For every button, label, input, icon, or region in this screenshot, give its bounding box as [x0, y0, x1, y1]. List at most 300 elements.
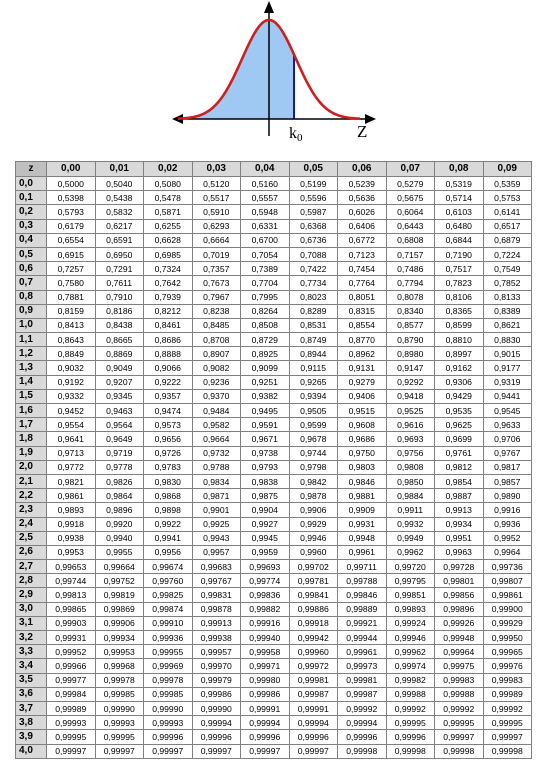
- table-cell: 0,5596: [289, 191, 338, 205]
- table-cell: 0,99774: [241, 574, 290, 588]
- table-row: [16, 545, 532, 559]
- table-cell: 0,9633: [483, 418, 532, 432]
- row-header-z: 3,2: [16, 631, 47, 645]
- table-cell: 0,5557: [241, 191, 290, 205]
- table-cell: 0,8289: [289, 304, 338, 318]
- table-cell: 0,99996: [338, 730, 387, 744]
- row-header-z: 0,9: [16, 304, 47, 318]
- row-header-z: 3,7: [16, 701, 47, 715]
- table-cell: 0,9251: [241, 375, 290, 389]
- table-cell: 0,7324: [144, 262, 193, 276]
- table-cell: 0,8790: [386, 333, 435, 347]
- table-cell: 0,7019: [192, 247, 241, 261]
- table-cell: 0,9495: [241, 404, 290, 418]
- row-header-z: 0,3: [16, 219, 47, 233]
- table-cell: 0,99936: [144, 631, 193, 645]
- table-cell: 0,5753: [483, 191, 532, 205]
- column-header: 0,08: [435, 162, 484, 177]
- table-cell: 0,5239: [338, 177, 387, 191]
- table-cell: 0,9936: [483, 517, 532, 531]
- table-cell: 0,9382: [241, 389, 290, 403]
- table-cell: 0,99964: [435, 645, 484, 659]
- table-cell: 0,6664: [192, 233, 241, 247]
- table-cell: 0,99986: [192, 687, 241, 701]
- table-cell: 0,99997: [192, 744, 241, 758]
- table-cell: 0,9162: [435, 361, 484, 375]
- table-cell: 0,99767: [192, 574, 241, 588]
- table-cell: 0,99846: [338, 588, 387, 602]
- table-cell: 0,99980: [241, 673, 290, 687]
- table-cell: 0,99851: [386, 588, 435, 602]
- table-cell: 0,99992: [386, 701, 435, 715]
- table-cell: 0,7517: [435, 262, 484, 276]
- row-header-z: 1,5: [16, 389, 47, 403]
- table-cell: 0,6141: [483, 205, 532, 219]
- table-cell: 0,6368: [289, 219, 338, 233]
- table-cell: 0,9738: [241, 446, 290, 460]
- table-cell: 0,99841: [289, 588, 338, 602]
- table-cell: 0,99987: [338, 687, 387, 701]
- table-cell: 0,8925: [241, 347, 290, 361]
- table-cell: 0,99995: [95, 730, 144, 744]
- table-cell: 0,8508: [241, 318, 290, 332]
- table-cell: 0,99836: [241, 588, 290, 602]
- table-cell: 0,7673: [192, 276, 241, 290]
- table-row: [16, 304, 532, 318]
- table-row: [16, 418, 532, 432]
- table-cell: 0,99996: [289, 730, 338, 744]
- table-cell: 0,9545: [483, 404, 532, 418]
- table-cell: 0,9857: [483, 474, 532, 488]
- table-cell: 0,99946: [386, 631, 435, 645]
- table-cell: 0,7910: [95, 290, 144, 304]
- table-cell: 0,9959: [241, 545, 290, 559]
- table-row: [16, 361, 532, 375]
- table-cell: 0,99950: [483, 631, 532, 645]
- table-cell: 0,9887: [435, 489, 484, 503]
- table-row: [16, 276, 532, 290]
- table-cell: 0,8980: [386, 347, 435, 361]
- table-cell: 0,9896: [95, 503, 144, 517]
- table-cell: 0,8186: [95, 304, 144, 318]
- table-row: [16, 645, 532, 659]
- table-cell: 0,99972: [289, 659, 338, 673]
- table-cell: 0,6331: [241, 219, 290, 233]
- table-cell: 0,99998: [338, 744, 387, 758]
- row-header-z: 3,6: [16, 687, 47, 701]
- table-cell: 0,9082: [192, 361, 241, 375]
- table-cell: 0,99896: [435, 602, 484, 616]
- table-cell: 0,8770: [338, 333, 387, 347]
- table-cell: 0,9265: [289, 375, 338, 389]
- table-cell: 0,99984: [47, 687, 96, 701]
- table-cell: 0,99983: [483, 673, 532, 687]
- row-header-z: 2,9: [16, 588, 47, 602]
- table-cell: 0,9756: [386, 446, 435, 460]
- table-cell: 0,99994: [192, 716, 241, 730]
- table-cell: 0,9582: [192, 418, 241, 432]
- cdf-table: [15, 161, 532, 759]
- table-cell: 0,7734: [289, 276, 338, 290]
- table-row: [16, 489, 532, 503]
- row-header-z: 2,5: [16, 531, 47, 545]
- table-cell: 0,8133: [483, 290, 532, 304]
- table-cell: 0,9938: [47, 531, 96, 545]
- table-cell: 0,5319: [435, 177, 484, 191]
- table-cell: 0,7389: [241, 262, 290, 276]
- table-cell: 0,99813: [47, 588, 96, 602]
- table-cell: 0,9964: [483, 545, 532, 559]
- table-cell: 0,9911: [386, 503, 435, 517]
- row-header-z: 2,4: [16, 517, 47, 531]
- table-cell: 0,99960: [289, 645, 338, 659]
- table-cell: 0,9441: [483, 389, 532, 403]
- table-cell: 0,99988: [435, 687, 484, 701]
- table-cell: 0,9306: [435, 375, 484, 389]
- table-cell: 0,99986: [241, 687, 290, 701]
- table-cell: 0,7190: [435, 247, 484, 261]
- table-cell: 0,7486: [386, 262, 435, 276]
- table-cell: 0,99983: [435, 673, 484, 687]
- table-cell: 0,99998: [386, 744, 435, 758]
- table-cell: 0,9922: [144, 517, 193, 531]
- table-row: [16, 517, 532, 531]
- table-cell: 0,8888: [144, 347, 193, 361]
- table-cell: 0,99987: [289, 687, 338, 701]
- table-cell: 0,99831: [192, 588, 241, 602]
- table-row: [16, 460, 532, 474]
- table-cell: 0,5279: [386, 177, 435, 191]
- table-cell: 0,9608: [338, 418, 387, 432]
- table-cell: 0,5675: [386, 191, 435, 205]
- table-cell: 0,99970: [192, 659, 241, 673]
- table-cell: 0,5040: [95, 177, 144, 191]
- table-cell: 0,9726: [144, 446, 193, 460]
- row-header-z: 0,8: [16, 290, 47, 304]
- table-cell: 0,9850: [386, 474, 435, 488]
- table-cell: 0,6736: [289, 233, 338, 247]
- table-cell: 0,9918: [47, 517, 96, 531]
- table-cell: 0,99990: [144, 701, 193, 715]
- table-cell: 0,99825: [144, 588, 193, 602]
- table-cell: 0,8997: [435, 347, 484, 361]
- table-cell: 0,7852: [483, 276, 532, 290]
- row-header-z: 3,0: [16, 602, 47, 616]
- table-cell: 0,9406: [338, 389, 387, 403]
- table-cell: 0,9955: [95, 545, 144, 559]
- row-header-z: 1,9: [16, 446, 47, 460]
- table-cell: 0,9838: [241, 474, 290, 488]
- table-cell: 0,9925: [192, 517, 241, 531]
- table-cell: 0,5793: [47, 205, 96, 219]
- table-cell: 0,8729: [241, 333, 290, 347]
- table-cell: 0,9222: [144, 375, 193, 389]
- table-cell: 0,8340: [386, 304, 435, 318]
- table-row: [16, 290, 532, 304]
- table-cell: 0,9564: [95, 418, 144, 432]
- table-cell: 0,99997: [47, 744, 96, 758]
- table-cell: 0,99931: [47, 631, 96, 645]
- table-cell: 0,99995: [483, 716, 532, 730]
- table-cell: 0,99989: [47, 701, 96, 715]
- table-row: [16, 730, 532, 744]
- table-cell: 0,9783: [144, 460, 193, 474]
- table-cell: 0,9931: [338, 517, 387, 531]
- table-cell: 0,9591: [241, 418, 290, 432]
- table-cell: 0,99991: [241, 701, 290, 715]
- table-cell: 0,99819: [95, 588, 144, 602]
- table-cell: 0,99918: [289, 616, 338, 630]
- table-cell: 0,99882: [241, 602, 290, 616]
- row-header-z: 2,8: [16, 574, 47, 588]
- table-cell: 0,9817: [483, 460, 532, 474]
- table-cell: 0,8315: [338, 304, 387, 318]
- normal-distribution-table: [15, 161, 532, 756]
- table-cell: 0,9505: [289, 404, 338, 418]
- table-row: [16, 701, 532, 715]
- table-cell: 0,6406: [338, 219, 387, 233]
- table-row: [16, 191, 532, 205]
- table-cell: 0,99752: [95, 574, 144, 588]
- table-cell: 0,8485: [192, 318, 241, 332]
- table-row: [16, 375, 532, 389]
- table-cell: 0,9429: [435, 389, 484, 403]
- table-cell: 0,9778: [95, 460, 144, 474]
- table-row: [16, 716, 532, 730]
- table-cell: 0,7422: [289, 262, 338, 276]
- row-header-z: 1,7: [16, 418, 47, 432]
- table-cell: 0,99683: [192, 560, 241, 574]
- table-cell: 0,9525: [386, 404, 435, 418]
- table-row: [16, 659, 532, 673]
- table-cell: 0,7157: [386, 247, 435, 261]
- table-row: [16, 432, 532, 446]
- k0-label: k0: [289, 125, 303, 144]
- table-cell: 0,99971: [241, 659, 290, 673]
- table-cell: 0,99978: [95, 673, 144, 687]
- table-cell: 0,9963: [435, 545, 484, 559]
- table-cell: 0,8830: [483, 333, 532, 347]
- row-header-z: 3,5: [16, 673, 47, 687]
- table-cell: 0,8621: [483, 318, 532, 332]
- table-cell: 0,7454: [338, 262, 387, 276]
- row-header-z: 1,3: [16, 361, 47, 375]
- table-cell: 0,9474: [144, 404, 193, 418]
- table-row: [16, 474, 532, 488]
- table-cell: 0,99893: [386, 602, 435, 616]
- table-cell: 0,9192: [47, 375, 96, 389]
- table-cell: 0,7823: [435, 276, 484, 290]
- table-cell: 0,9207: [95, 375, 144, 389]
- table-cell: 0,8849: [47, 347, 96, 361]
- table-row: [16, 347, 532, 361]
- table-cell: 0,9515: [338, 404, 387, 418]
- table-cell: 0,5714: [435, 191, 484, 205]
- table-cell: 0,5120: [192, 177, 241, 191]
- table-cell: 0,6443: [386, 219, 435, 233]
- table-cell: 0,9943: [192, 531, 241, 545]
- table-cell: 0,9962: [386, 545, 435, 559]
- table-cell: 0,9713: [47, 446, 96, 460]
- table-cell: 0,99995: [47, 730, 96, 744]
- column-header: 0,01: [95, 162, 144, 177]
- table-cell: 0,9940: [95, 531, 144, 545]
- table-cell: 0,99994: [289, 716, 338, 730]
- table-cell: 0,9788: [192, 460, 241, 474]
- table-cell: 0,9898: [144, 503, 193, 517]
- table-cell: 0,6217: [95, 219, 144, 233]
- table-cell: 0,5987: [289, 205, 338, 219]
- column-header: 0,09: [483, 162, 532, 177]
- table-cell: 0,8643: [47, 333, 96, 347]
- table-cell: 0,8461: [144, 318, 193, 332]
- column-header: 0,02: [144, 162, 193, 177]
- table-cell: 0,6772: [338, 233, 387, 247]
- table-cell: 0,6064: [386, 205, 435, 219]
- table-cell: 0,9599: [289, 418, 338, 432]
- table-cell: 0,9861: [47, 489, 96, 503]
- table-cell: 0,7054: [241, 247, 290, 261]
- table-cell: 0,9941: [144, 531, 193, 545]
- table-cell: 0,99992: [338, 701, 387, 715]
- table-cell: 0,99985: [95, 687, 144, 701]
- table-cell: 0,9049: [95, 361, 144, 375]
- table-cell: 0,99997: [144, 744, 193, 758]
- table-cell: 0,99994: [338, 716, 387, 730]
- table-cell: 0,8907: [192, 347, 241, 361]
- table-cell: 0,99975: [435, 659, 484, 673]
- table-cell: 0,9884: [386, 489, 435, 503]
- z-axis-label: Z: [357, 122, 368, 141]
- table-cell: 0,99906: [95, 616, 144, 630]
- table-cell: 0,99957: [192, 645, 241, 659]
- table-cell: 0,9830: [144, 474, 193, 488]
- table-cell: 0,99969: [144, 659, 193, 673]
- table-cell: 0,99878: [192, 602, 241, 616]
- table-cell: 0,8212: [144, 304, 193, 318]
- table-cell: 0,99995: [386, 716, 435, 730]
- table-cell: 0,99996: [386, 730, 435, 744]
- row-header-z: 0,6: [16, 262, 47, 276]
- table-cell: 0,5398: [47, 191, 96, 205]
- table-cell: 0,8531: [289, 318, 338, 332]
- table-cell: 0,99664: [95, 560, 144, 574]
- table-cell: 0,9961: [338, 545, 387, 559]
- table-cell: 0,6844: [435, 233, 484, 247]
- table-cell: 0,99874: [144, 602, 193, 616]
- table-cell: 0,9625: [435, 418, 484, 432]
- table-cell: 0,9177: [483, 361, 532, 375]
- table-cell: 0,99978: [144, 673, 193, 687]
- table-cell: 0,5832: [95, 205, 144, 219]
- row-header-z: 2,3: [16, 503, 47, 517]
- table-cell: 0,99961: [338, 645, 387, 659]
- table-cell: 0,6554: [47, 233, 96, 247]
- table-cell: 0,9772: [47, 460, 96, 474]
- table-row: [16, 404, 532, 418]
- table-cell: 0,6985: [144, 247, 193, 261]
- table-cell: 0,99929: [483, 616, 532, 630]
- table-cell: 0,99728: [435, 560, 484, 574]
- table-cell: 0,99974: [386, 659, 435, 673]
- table-cell: 0,9664: [192, 432, 241, 446]
- table-cell: 0,99889: [338, 602, 387, 616]
- column-header: 0,04: [241, 162, 290, 177]
- table-cell: 0,99993: [95, 716, 144, 730]
- table-cell: 0,9929: [289, 517, 338, 531]
- table-cell: 0,8962: [338, 347, 387, 361]
- table-cell: 0,9706: [483, 432, 532, 446]
- table-cell: 0,9854: [435, 474, 484, 488]
- table-cell: 0,9821: [47, 474, 96, 488]
- table-row: [16, 389, 532, 403]
- table-row: [16, 602, 532, 616]
- table-cell: 0,9868: [144, 489, 193, 503]
- table-cell: 0,99997: [483, 730, 532, 744]
- table-cell: 0,8577: [386, 318, 435, 332]
- table-row: [16, 219, 532, 233]
- table-cell: 0,99801: [435, 574, 484, 588]
- table-cell: 0,8106: [435, 290, 484, 304]
- table-cell: 0,6879: [483, 233, 532, 247]
- table-cell: 0,9904: [241, 503, 290, 517]
- table-cell: 0,7704: [241, 276, 290, 290]
- table-cell: 0,8365: [435, 304, 484, 318]
- table-row: [16, 673, 532, 687]
- table-cell: 0,9846: [338, 474, 387, 488]
- table-cell: 0,9719: [95, 446, 144, 460]
- table-cell: 0,9808: [386, 460, 435, 474]
- table-cell: 0,99760: [144, 574, 193, 588]
- table-cell: 0,7967: [192, 290, 241, 304]
- table-cell: 0,9686: [338, 432, 387, 446]
- row-header-z: 4,0: [16, 744, 47, 758]
- table-cell: 0,99693: [241, 560, 290, 574]
- table-cell: 0,99910: [144, 616, 193, 630]
- table-cell: 0,99996: [192, 730, 241, 744]
- table-cell: 0,99952: [47, 645, 96, 659]
- table-row: [16, 177, 532, 191]
- table-cell: 0,99991: [289, 701, 338, 715]
- table-cell: 0,8413: [47, 318, 96, 332]
- table-cell: 0,99993: [47, 716, 96, 730]
- table-cell: 0,99996: [241, 730, 290, 744]
- table-cell: 0,9946: [289, 531, 338, 545]
- table-cell: 0,9834: [192, 474, 241, 488]
- row-header-z: 0,0: [16, 177, 47, 191]
- table-cell: 0,99744: [47, 574, 96, 588]
- table-cell: 0,5000: [47, 177, 96, 191]
- table-row: [16, 247, 532, 261]
- table-cell: 0,9032: [47, 361, 96, 375]
- table-cell: 0,9332: [47, 389, 96, 403]
- table-cell: 0,99940: [241, 631, 290, 645]
- table-cell: 0,9957: [192, 545, 241, 559]
- table-cell: 0,9875: [241, 489, 290, 503]
- table-cell: 0,8810: [435, 333, 484, 347]
- row-header-z: 3,9: [16, 730, 47, 744]
- table-cell: 0,7611: [95, 276, 144, 290]
- table-cell: 0,9147: [386, 361, 435, 375]
- table-cell: 0,99997: [289, 744, 338, 758]
- table-cell: 0,8749: [289, 333, 338, 347]
- table-cell: 0,9948: [338, 531, 387, 545]
- table-cell: 0,99990: [95, 701, 144, 715]
- table-cell: 0,8599: [435, 318, 484, 332]
- table-cell: 0,9934: [435, 517, 484, 531]
- table-cell: 0,8159: [47, 304, 96, 318]
- table-cell: 0,99856: [435, 588, 484, 602]
